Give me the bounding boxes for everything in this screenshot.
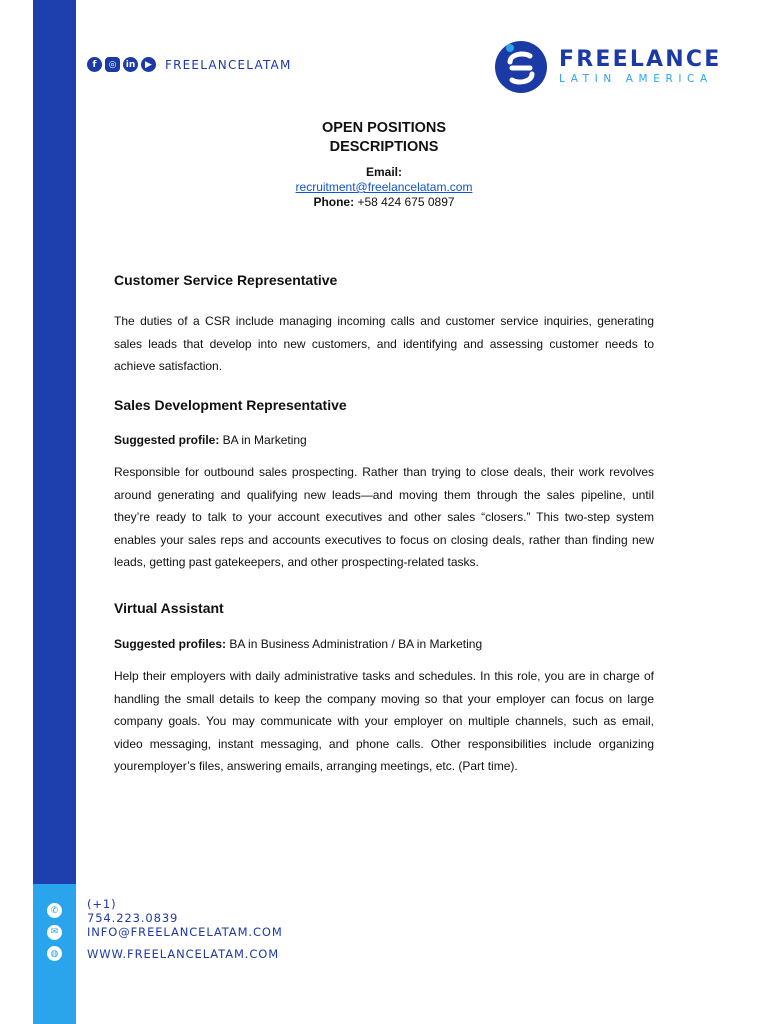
- phone-label: Phone:: [313, 195, 355, 209]
- facebook-icon[interactable]: f: [87, 57, 102, 72]
- section-body-sdr: Responsible for outbound sales prospecting. Rather than trying to close deals, their work revolves around generating and qualifying new leads—and moving them through the sales pipeline, until they’re ready to talk to your account executives and other sales “closers.” This two-step system enables your sales reps and accounts executives to focus on closing deals, rather than finding new leads, getting past gatekeepers, and other prospecting-related tasks.: [114, 465, 654, 569]
- youtube-icon[interactable]: ▶: [141, 57, 156, 72]
- profile-value: BA in Marketing: [219, 433, 307, 447]
- email-label: Email:: [365, 165, 402, 179]
- logo-wordmark: FREELANCE: [559, 47, 722, 72]
- footer-email[interactable]: INFO@FREELANCELATAM.COM: [87, 925, 283, 940]
- footer-website[interactable]: WWW.FREELANCELATAM.COM: [87, 946, 280, 961]
- profile-sdr: [114, 431, 307, 449]
- globe-icon: ◍: [47, 946, 62, 961]
- section-body-va: Help their employers with daily administrative tasks and schedules. In this role, you are in charge of handling the small details to keep the company moving so that your employer can focus on large company goals. You may communicate with your employer on multiple channels, such as email, video messaging, instant messaging, and phone calls. Other responsibilities include organizing youremployer’s files, answering emails, arranging meetings, etc. (Part time).: [114, 669, 654, 773]
- footer-phone-row: [47, 896, 179, 925]
- section-body-csr: The duties of a CSR include managing incoming calls and customer service inquiries, generating sales leads that develop into new customers, and identifying and assessing customer needs to achieve satisfaction.: [114, 314, 654, 373]
- profile-label: Suggested profile:: [114, 433, 220, 447]
- page-title-line-1: OPEN POSITIONS: [321, 120, 447, 136]
- logo-tagline: LATIN AMERICA: [559, 73, 713, 85]
- phone-number: +58 424 675 0897: [354, 195, 455, 209]
- section-heading-va: Virtual Assistant: [114, 600, 224, 616]
- footer-contacts: [47, 896, 283, 965]
- email-link[interactable]: recruitment@freelancelatam.com: [295, 180, 473, 194]
- instagram-icon[interactable]: ◎: [105, 57, 120, 72]
- company-logo: [494, 40, 721, 94]
- section-heading-sdr: Sales Development Representative: [114, 397, 347, 413]
- footer-phone[interactable]: (+1) 754.223.0839: [87, 896, 179, 925]
- freelance-logo-icon: [494, 40, 548, 94]
- footer-website-row: [47, 943, 280, 965]
- phone-icon: ✆: [47, 903, 62, 918]
- page-title-line-2: DESCRIPTIONS: [329, 139, 439, 155]
- social-links: [87, 57, 292, 72]
- page-title: [0, 119, 768, 157]
- profile-va: [114, 635, 482, 653]
- footer-email-row: [47, 922, 283, 944]
- mail-icon: ✉: [47, 925, 62, 940]
- section-heading-csr: Customer Service Representative: [114, 272, 338, 288]
- profile-label: Suggested profiles:: [114, 637, 227, 651]
- linkedin-icon[interactable]: in: [123, 57, 138, 72]
- contact-block: [0, 165, 768, 210]
- profile-value: BA in Business Administration / BA in Marketing: [226, 637, 483, 651]
- social-handle[interactable]: FREELANCELATAM: [165, 57, 292, 72]
